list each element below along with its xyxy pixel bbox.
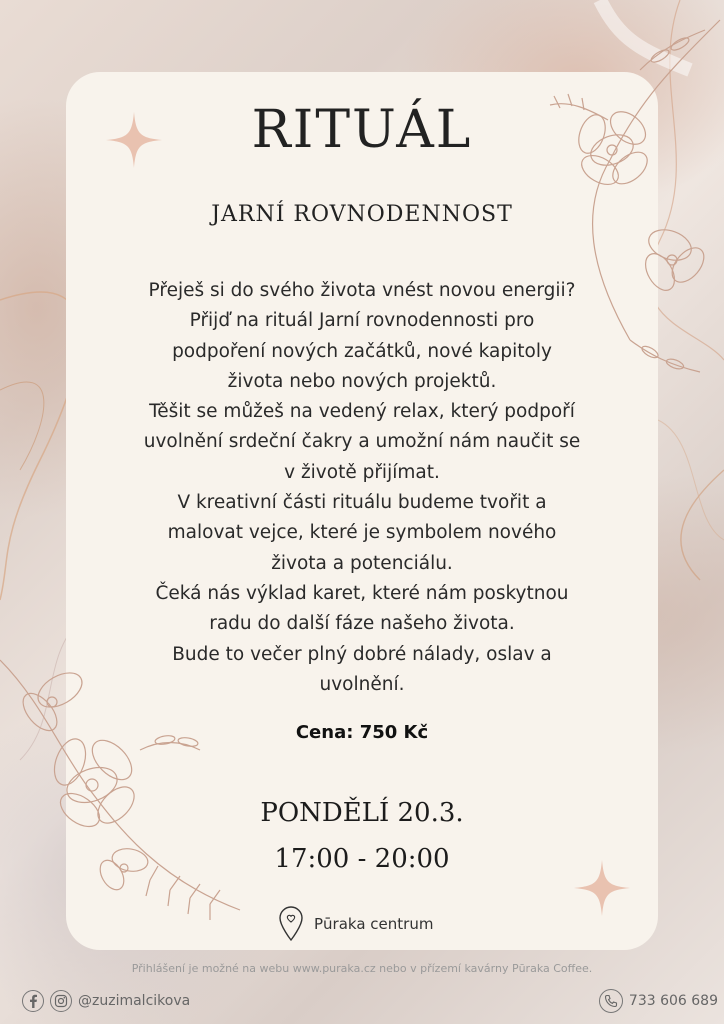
description-line: malovat vejce, které je symbolem nového xyxy=(167,522,557,544)
description-line: Čeká nás výklad karet, které nám poskytnou xyxy=(155,582,569,604)
description-line: Přijď na rituál Jarní rovnodennosti pro xyxy=(189,310,535,332)
price: Cena: 750 Kč xyxy=(295,722,429,743)
instagram-icon[interactable] xyxy=(50,990,72,1012)
description-line: Přeješ si do svého života vnést novou energii? xyxy=(148,280,576,301)
description-line: uvolnění srdeční čakry a umožní nám naučit se xyxy=(143,431,581,453)
description-line: v životě přijímat. xyxy=(284,461,440,483)
location xyxy=(278,904,433,944)
registration-note: Přihlášení je možné na webu www.puraka.cz nebo v přízemí kavárny Pūraka Coffee. xyxy=(131,962,593,975)
social-links xyxy=(22,988,190,1014)
description-line: uvolnění. xyxy=(319,673,405,695)
description-line: V kreativní části rituálu budeme tvořit a xyxy=(177,492,547,514)
phone-number[interactable]: 733 606 689 xyxy=(628,993,718,1009)
description-line: Bude to večer plný dobré nálady, oslav a xyxy=(172,643,552,665)
description-line: radu do další fáze našeho života. xyxy=(209,613,515,635)
map-pin-heart-icon xyxy=(278,906,304,942)
description xyxy=(92,276,632,700)
description-line: života nebo nových projektů. xyxy=(227,370,497,392)
description-line: života a potenciálu. xyxy=(271,552,453,574)
location-label: Pūraka centrum xyxy=(314,915,434,933)
page-title: RITUÁL xyxy=(251,100,473,160)
page-subtitle: JARNÍ ROVNODENNOST xyxy=(211,202,513,227)
event-time: 17:00 - 20:00 xyxy=(274,844,450,874)
phone-icon xyxy=(599,989,623,1013)
description-line: Těšit se můžeš na vedený relax, který podpoří xyxy=(149,401,575,423)
facebook-icon[interactable] xyxy=(22,990,44,1012)
phone-contact xyxy=(599,988,718,1014)
social-handle[interactable]: @zuzimalcikova xyxy=(78,993,191,1009)
description-line: podpoření nových začátků, nové kapitoly xyxy=(172,340,552,362)
event-date: PONDĚLÍ 20.3. xyxy=(260,798,464,828)
